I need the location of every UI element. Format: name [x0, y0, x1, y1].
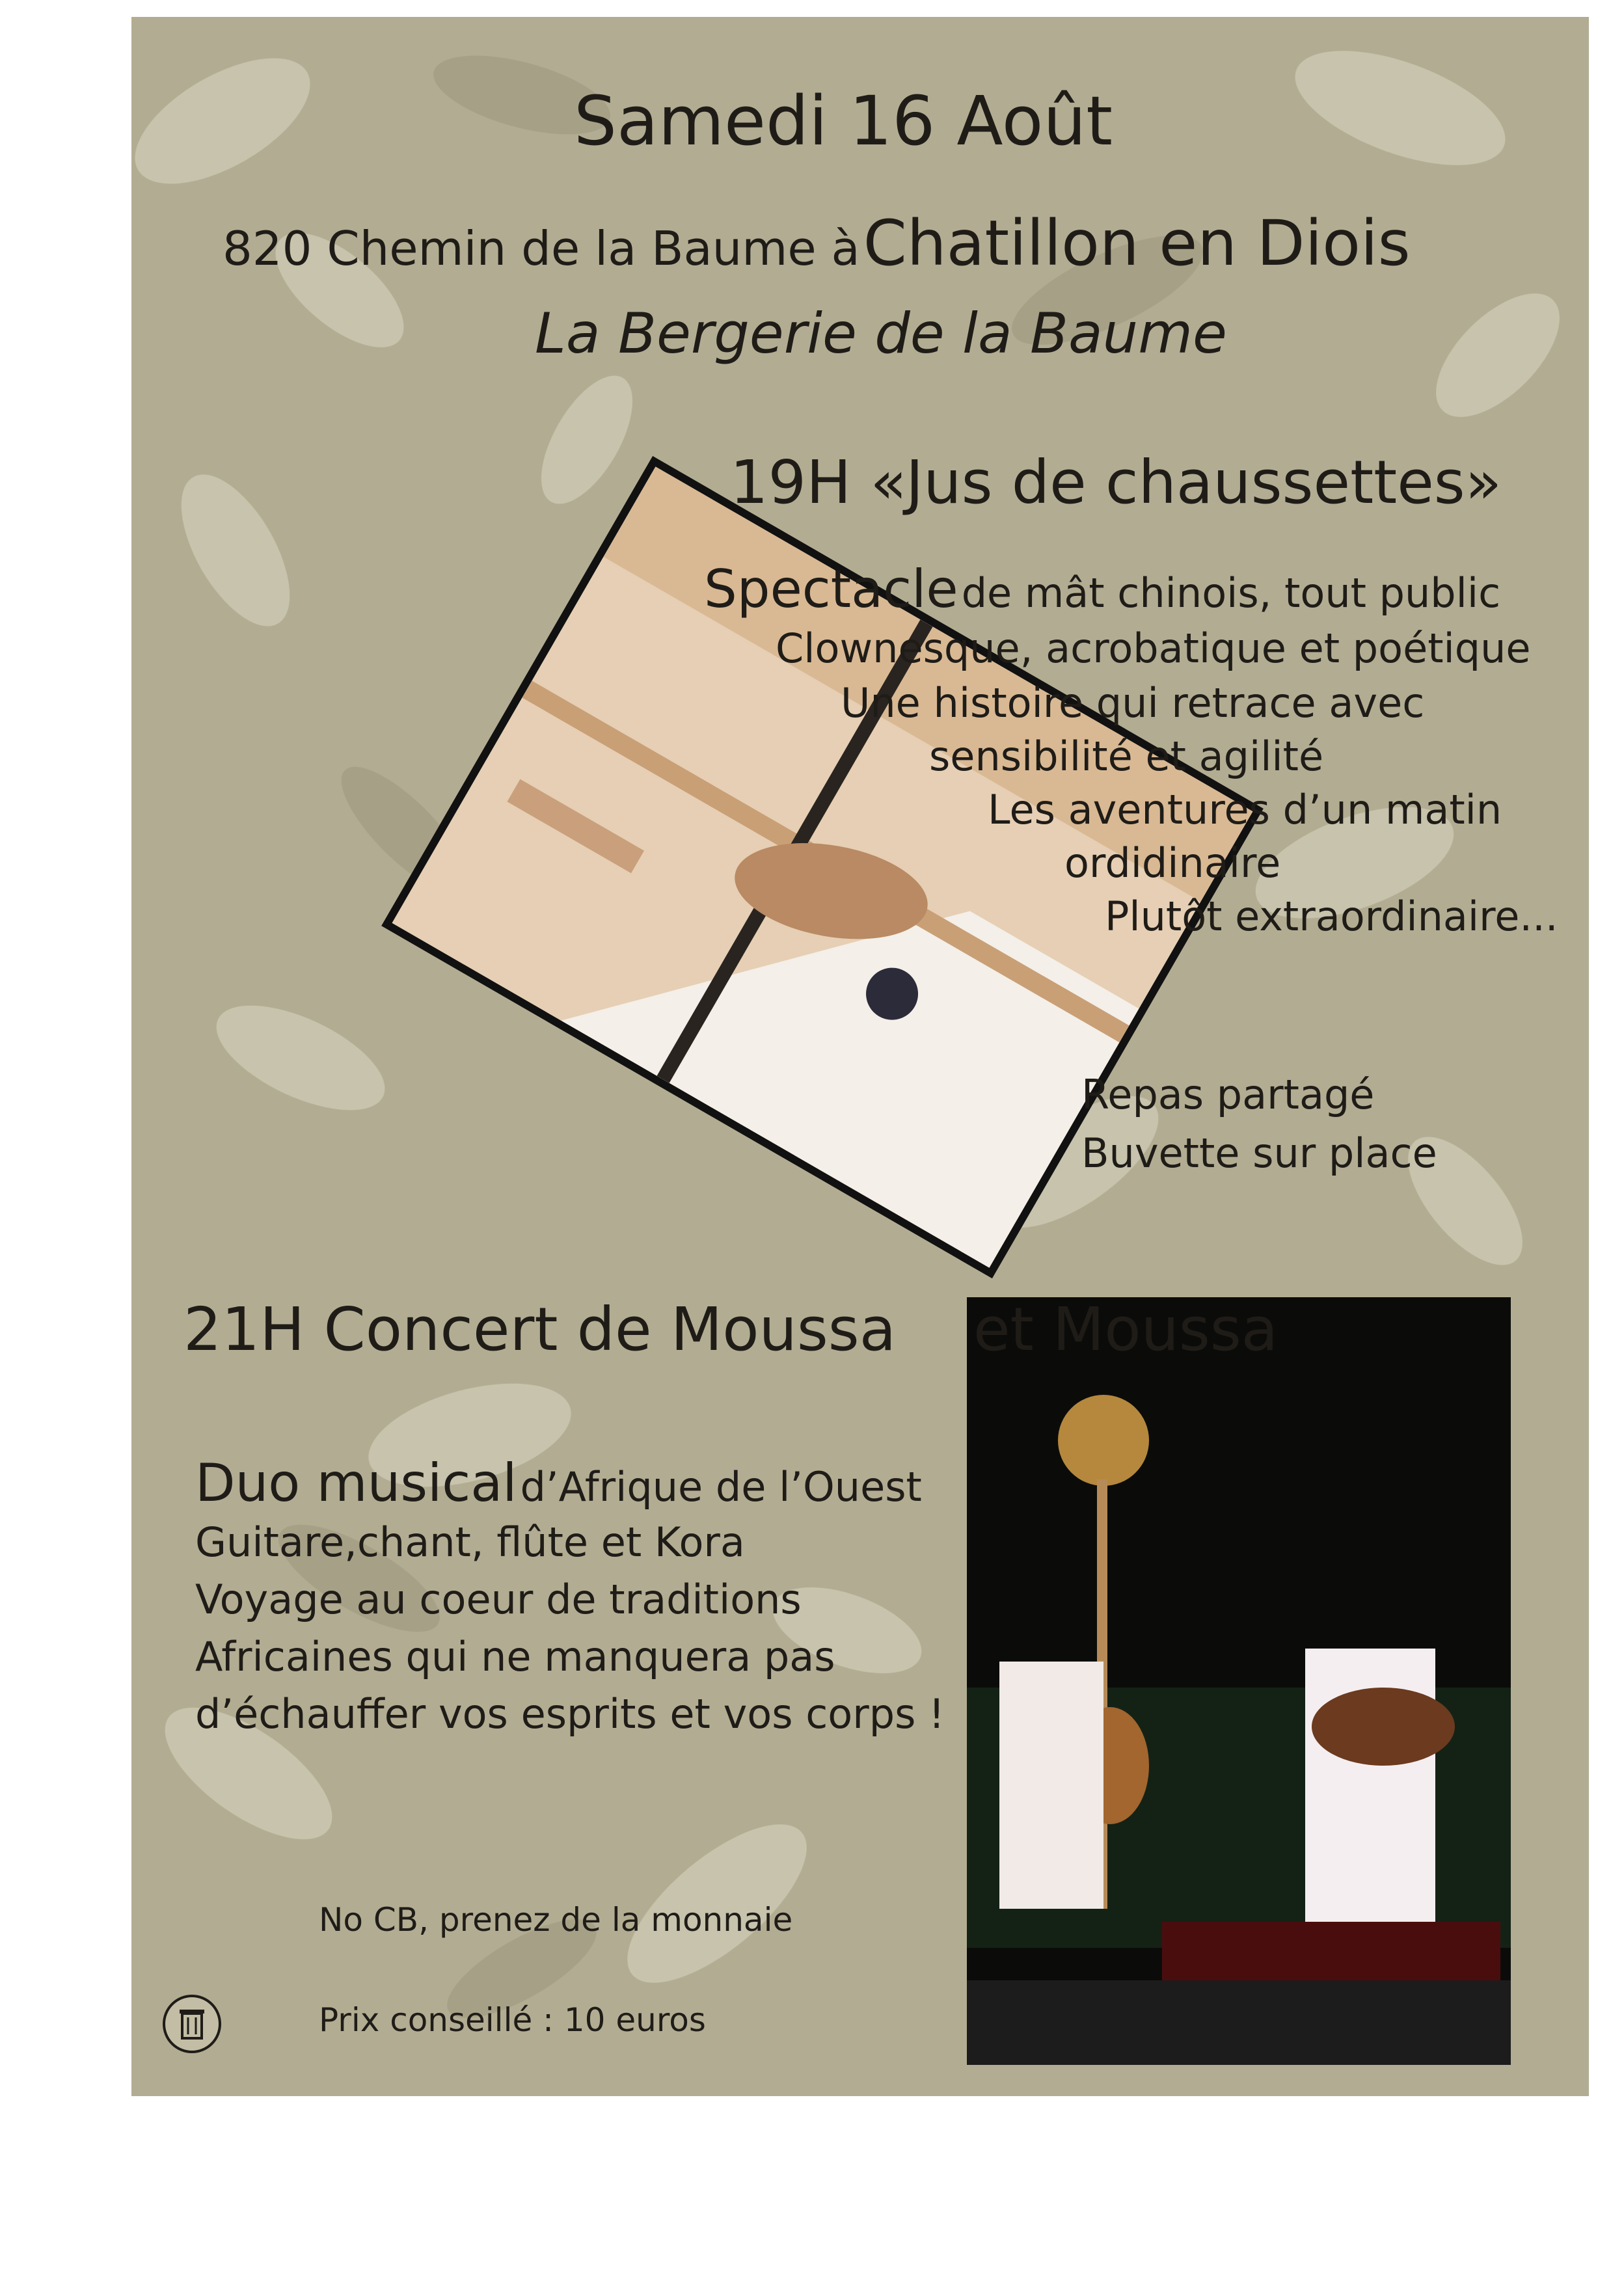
- bar-on-site: Buvette sur place: [1081, 1129, 1437, 1177]
- musicians-photo: [967, 1297, 1511, 2065]
- musicians-illustration: [967, 1297, 1511, 2065]
- event-date: Samedi 16 Août: [574, 81, 1113, 161]
- recycle-bin-icon: [163, 1995, 221, 2053]
- show-heading: 19H «Jus de chaussettes»: [730, 448, 1502, 517]
- show-lead-rest: de mât chinois, tout public: [961, 569, 1501, 617]
- concert-line: Guitare,chant, flûte et Kora: [195, 1518, 745, 1566]
- venue-name: La Bergerie de la Baume: [535, 301, 1227, 366]
- concert-lead-rest: d’Afrique de l’Ouest: [520, 1463, 922, 1511]
- shared-meal: Repas partagé: [1081, 1071, 1375, 1118]
- payment-note: No CB, prenez de la monnaie: [319, 1901, 793, 1939]
- show-line: Clownesque, acrobatique et poétique: [776, 625, 1531, 672]
- show-line: Plutôt extraordinaire...: [1105, 893, 1558, 940]
- concert-line: d’échauffer vos esprits et vos corps !: [195, 1690, 945, 1738]
- concert-lead: [195, 1453, 922, 1513]
- concert-heading-continued: et Moussa: [973, 1295, 1279, 1364]
- show-line: ordidinaire: [1064, 839, 1281, 887]
- show-lead-word: Spectacle: [704, 559, 958, 619]
- concert-lead-word: Duo musical: [195, 1453, 517, 1513]
- poster: [131, 17, 1589, 2096]
- show-line: sensibilité et agilité: [929, 733, 1324, 780]
- address-town: Chatillon en Diois: [863, 207, 1411, 280]
- address-street: 820 Chemin de la Baume à: [223, 221, 860, 276]
- concert-heading: 21H Concert de Moussa: [183, 1295, 897, 1364]
- concert-line: Voyage au coeur de traditions: [195, 1576, 802, 1623]
- event-address: [223, 207, 1411, 280]
- show-line: Les aventures d’un matin: [988, 786, 1502, 833]
- concert-line: Africaines qui ne manquera pas: [195, 1633, 835, 1680]
- show-line: Une histoire qui retrace avec: [841, 679, 1425, 727]
- suggested-price: Prix conseillé : 10 euros: [319, 2001, 706, 2039]
- show-lead: [704, 559, 1501, 619]
